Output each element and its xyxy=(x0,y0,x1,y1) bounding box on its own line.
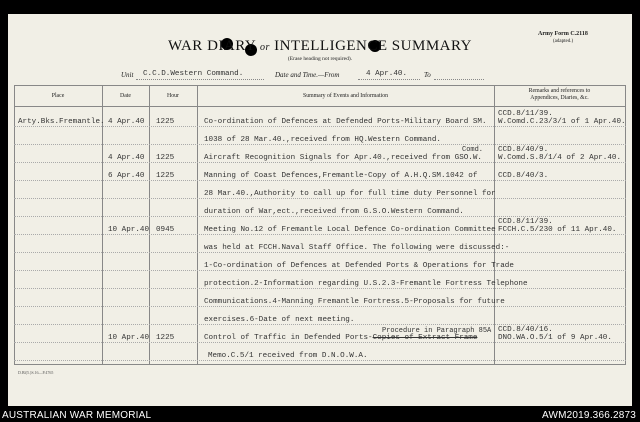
entry-summary: protection.2-Information regarding U.S.2.3-Fremantle Fortress Telephone xyxy=(204,280,528,288)
ruled-line xyxy=(14,342,626,343)
entry-date: 4 Apr.40 xyxy=(108,154,145,162)
entry-hour: 1225 xyxy=(156,154,175,162)
summary-remarks-divider xyxy=(494,85,495,365)
ruled-line xyxy=(14,180,626,181)
title-war-diary: WAR DIARY xyxy=(167,38,256,54)
entry-hour: 1225 xyxy=(156,334,175,342)
unit-rule xyxy=(136,79,264,80)
entry-summary: 1-Co-ordination of Defences at Defended Ports & Operations for Trade xyxy=(204,262,514,270)
header-bottom-border xyxy=(14,106,626,107)
army-form-note: (adapted.) xyxy=(553,39,574,44)
credit-institution: AUSTRALIAN WAR MEMORIAL xyxy=(2,410,152,421)
ruled-line xyxy=(14,162,626,163)
column-header-summary: Summary of Events and Information xyxy=(302,93,388,99)
war-diary-sheet xyxy=(8,14,632,406)
entry-hour: 1225 xyxy=(156,172,175,180)
unit-value: C.C.D.Western Command. xyxy=(143,70,244,78)
entry-summary-insert: Procedure in Paragraph 85A xyxy=(382,327,492,335)
struck-text: Copies of Extract Frame xyxy=(372,334,478,342)
table-top-border xyxy=(14,85,626,86)
entry-remark: CCD.8/11/39. xyxy=(498,110,553,118)
ruled-line xyxy=(14,360,626,361)
place-date-divider xyxy=(102,85,103,365)
entry-date: 10 Apr.40 xyxy=(108,334,150,342)
entry-remark-ref: FCCH.C.5/230 of 11 Apr.40. xyxy=(498,226,617,234)
entry-summary: Manning of Coast Defences,Fremantle-Copy of A.H.Q.SM.1042 of xyxy=(204,172,478,180)
entry-summary-text: Control of Traffic in Defended Ports- xyxy=(204,334,373,342)
entry-hour: 1225 xyxy=(156,118,175,126)
table-left-border xyxy=(14,85,15,365)
ruled-line xyxy=(14,198,626,199)
credit-accession-number: AWM2019.366.2873 xyxy=(541,410,636,421)
date-hour-divider xyxy=(149,85,150,365)
entry-hour: 0945 xyxy=(156,226,175,234)
form-print-code: D.Bl(5.)S.16—P.4765 xyxy=(18,370,54,375)
entry-summary: 1038 of 28 Mar.40.,received from HQ.Western Command. xyxy=(204,136,441,144)
entry-summary: was held at FCCH.Naval Staff Office. The following were discussed:- xyxy=(204,244,510,252)
date-label: Date and Time.—From xyxy=(275,71,340,79)
ruled-line xyxy=(14,288,626,289)
column-header-remarks: Remarks and references to xyxy=(528,88,591,94)
entry-summary: exercises.6-Date of next meeting. xyxy=(204,316,355,324)
date-from-rule xyxy=(358,79,420,80)
ruled-line xyxy=(14,252,626,253)
entry-remark-ref: W.Comd.C.23/3/1 of 1 Apr.40. xyxy=(498,118,626,126)
entry-remark-ref: W.Comd.S.8/1/4 of 2 Apr.40. xyxy=(498,154,622,162)
entry-place: Arty.Bks.Fremantle. xyxy=(18,118,105,126)
column-header-date: Date xyxy=(120,93,131,99)
entry-remark-ref: DNO.WA.O.5/1 of 9 Apr.40. xyxy=(498,334,612,342)
table-bottom-border xyxy=(14,364,626,365)
entry-summary: duration of War,ect.,received from G.S.O.Western Command. xyxy=(204,208,464,216)
entry-summary: Co-ordination of Defences at Defended Ports-Military Board SM. xyxy=(204,118,487,126)
army-form-number: Army Form C.2118 xyxy=(538,31,588,37)
date-from-value: 4 Apr.40. xyxy=(366,70,408,78)
entry-remark: CCD.8/11/39. xyxy=(498,218,553,226)
entry-date: 6 Apr.40 xyxy=(108,172,145,180)
column-header-place: Place xyxy=(51,93,65,99)
ruled-line xyxy=(14,126,626,127)
date-to-label: To xyxy=(424,71,431,79)
entry-remark: CCD.8/40/9. xyxy=(498,146,549,154)
ruled-line xyxy=(14,234,626,235)
column-header-hour: Hour xyxy=(167,93,179,99)
title-note: (Erase heading not required). xyxy=(287,56,353,62)
entry-remark: CCD.8/40/3. xyxy=(498,172,549,180)
ruled-line xyxy=(14,270,626,271)
ruled-line xyxy=(14,306,626,307)
entry-date: 10 Apr.40 xyxy=(108,226,150,234)
entry-date: 4 Apr.40 xyxy=(108,118,145,126)
entry-summary: Aircraft Recognition Signals for Apr.40.,received from GSO.W. xyxy=(204,154,482,162)
date-to-rule xyxy=(434,79,484,80)
entry-summary: Communications.4-Manning Fremantle Fortress.5-Proposals for future xyxy=(204,298,505,306)
entry-summary-insert: Comd. xyxy=(462,146,484,154)
entry-remark: CCD.8/40/16. xyxy=(498,326,553,334)
unit-label: Unit xyxy=(121,71,134,79)
ruled-line xyxy=(14,144,626,145)
ruled-line xyxy=(14,216,626,217)
title-or: or xyxy=(259,42,270,53)
column-header-remarks-sub: Appendices, Diaries, &c. xyxy=(530,95,589,101)
entry-summary xyxy=(204,334,477,342)
entry-summary: 28 Mar.40.,Authority to call up for full time duty Personnel for xyxy=(204,190,496,198)
title-intelligence-summary: INTELLIGENCE SUMMARY xyxy=(274,38,473,54)
hour-summary-divider xyxy=(197,85,198,365)
ruled-line xyxy=(14,324,626,325)
entry-summary: Memo.C.5/1 received from D.N.O.W.A. xyxy=(208,352,368,360)
entry-summary: Meeting No.12 of Fremantle Local Defence Co-ordination Committee xyxy=(204,226,496,234)
form-title xyxy=(8,38,632,55)
table-right-border xyxy=(625,85,626,365)
